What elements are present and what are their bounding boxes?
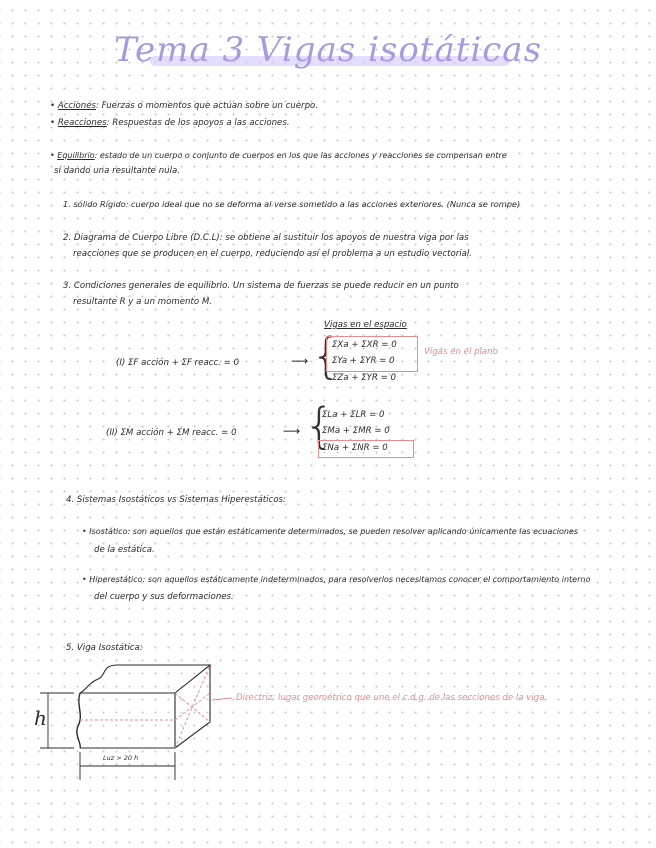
def-acciones-text: : Fuerzas o momentos que actúan sobre un cuerpo. — [96, 101, 319, 111]
def-reacciones-text: : Respuestas de los apoyos a las acciones. — [106, 118, 290, 128]
beam-top-cut — [80, 665, 118, 693]
item-dcl-line1: 2. Diagrama de Cuerpo Libre (D.C.L): se obtiene al sustituir los apoyos de nuestra viga por las — [63, 233, 469, 243]
beam-top-edge — [80, 665, 210, 693]
directrix-line — [80, 693, 210, 720]
directrix-pointer — [212, 698, 232, 700]
brace-icon: { — [311, 328, 342, 384]
brace-icon: { — [304, 398, 335, 454]
directrix-note: Directriz: lugar geométrico que une el c.d.g. de las secciones de la viga. — [236, 693, 548, 703]
section4-heading: 4. Sistemas Isostáticos vs Sistemas Hiperestáticos: — [66, 495, 286, 505]
eq2-row: ΣMa + ΣMR = 0 — [322, 426, 390, 436]
section5-heading: 5. Viga Isostática: — [66, 643, 143, 653]
term-equilibrio: Equilibrio — [57, 151, 95, 160]
eq1-row: ΣXa + ΣXR = 0 — [332, 340, 397, 350]
def-equilibrio-line1: : estado de un cuerpo o conjunto de cuerpos en los que las acciones y reacciones se compensan entre — [94, 151, 507, 160]
beam-section-cut — [77, 693, 80, 748]
item-condiciones-line1: 3. Condiciones generales de equilibrio. Un sistema de fuerzas se puede reducir en un punto — [63, 281, 459, 291]
term-acciones: Acciones — [57, 101, 96, 111]
arrow-icon: ⟶ — [283, 424, 301, 438]
item-condiciones-line2: resultante R y a un momento M. — [73, 297, 212, 307]
eq2-row: ΣNa + ΣNR = 0 — [322, 443, 388, 453]
length-label: Luz > 20 h — [103, 754, 139, 762]
term-reacciones: Reacciones — [57, 118, 107, 128]
isostatico-line1: • Isostático: son aquellos que están estáticamente determinados, se pueden resolver aplicando únicamente las ecuaciones — [82, 527, 579, 536]
def-equilibrio: • Equilibrio: estado de un cuerpo o conjunto de cuerpos en los que las acciones y reacciones se compensan entre — [50, 151, 507, 160]
eq1-row: ΣYa + ΣYR = 0 — [332, 356, 395, 366]
beam-front-face — [80, 693, 175, 748]
arrow-icon: ⟶ — [291, 354, 309, 368]
def-reacciones: • Reacciones: Respuestas de los apoyos a las acciones. — [50, 118, 290, 128]
def-acciones: • Acciones: Fuerzas o momentos que actúan sobre un cuerpo. — [50, 101, 319, 111]
isostatico-line2: de la estática. — [94, 545, 155, 555]
def-equilibrio-line2: sí dando una resultante nula. — [54, 166, 180, 176]
eq2-row: ΣLa + ΣLR = 0 — [322, 410, 385, 420]
item-solido-rigido: 1. sólido Rígido: cuerpo ideal que no se deforma al verse sometido a las acciones exteriores. (Nunca se rompe) — [63, 199, 521, 209]
item-dcl-line2: reacciones que se producen en el cuerpo, reduciendo así el problema a un estudio vectorial. — [73, 249, 473, 259]
vigas-espacio-header: Vigas en el espacio — [324, 320, 407, 330]
hiperestatico-line1: • Hiperestático: son aquellos estáticamente indeterminados, para resolverlos necesitamos conocer el comportamiento interno — [82, 575, 591, 584]
eq1-row: ΣZa + ΣYR = 0 — [332, 373, 397, 383]
h-label: h — [34, 706, 47, 730]
hiperestatico-line2: del cuerpo y sus deformaciones. — [94, 592, 234, 602]
equation-forces: (I) ΣF acción + ΣF reacc. = 0 — [116, 358, 240, 368]
equation-moments: (II) ΣM acción + ΣM reacc. = 0 — [106, 428, 237, 438]
plane-note: Vigas en el plano — [424, 347, 498, 357]
page-title: Tema 3 Vigas isotáticas — [113, 30, 543, 70]
